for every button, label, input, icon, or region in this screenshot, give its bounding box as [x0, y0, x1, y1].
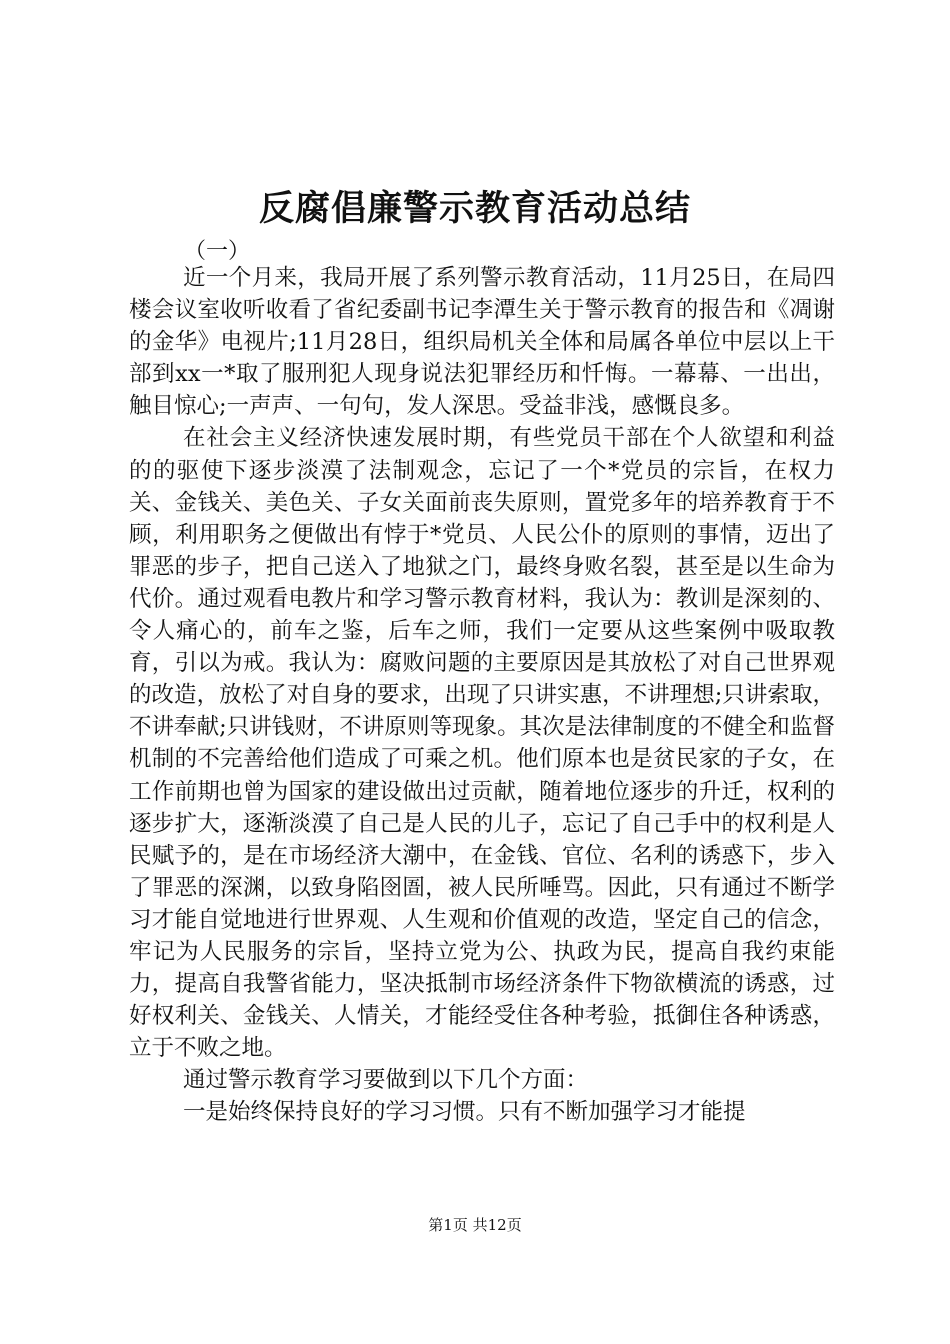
paragraph: 一是始终保持良好的学习习惯。只有不断加强学习才能提 [183, 1099, 746, 1126]
paragraph: 近一个月来，我局开展了系列警示教育活动，11月25日，在局四楼会议室收听收看了省纪委副书记李潭生关于警示教育的报告和《凋谢的金华》电视片;11月28日，组织局机关全体和局属各单位中层以上干部到xx一*取了服刑犯人现身说法犯罪经历和忏悔。一幕幕、一出出，触目惊心;一声声、一句句，发人深思。受益非浅，感慨良多。 [129, 265, 835, 420]
section-label: （一） [184, 239, 251, 264]
page-footer: 第1页 共12页 [428, 1216, 522, 1234]
document-title: 反腐倡廉警示教育活动总结 [258, 188, 691, 229]
document-body [129, 262, 835, 1129]
paragraph: 通过警示教育学习要做到以下几个方面： [183, 1067, 589, 1094]
paragraph: 在社会主义经济快速发展时期，有些党员干部在个人欲望和利益的的驱使下逐步淡漠了法制观念，忘记了一个*党员的宗旨，在权力关、金钱关、美色关、子女关面前丧失原则，置党多年的培养教育于不顾，利用职务之便做出有悖于*党员、人民公仆的原则的事情，迈出了罪恶的步子，把自己送入了地狱之门，最终身败名裂，甚至是以生命为代价。通过观看电教片和学习警示教育材料，我认为：教训是深刻的、令人痛心的，前车之鉴，后车之师，我们一定要从这些案例中吸取教育，引以为戒。我认为：腐败问题的主要原因是其放松了对自己世界观的改造，放松了对自身的要求，出现了只讲实惠，不讲理想;只讲索取，不讲奉献;只讲钱财，不讲原则等现象。其次是法律制度的不健全和监督机制的不完善给他们造成了可乘之机。他们原本也是贫民家的子女，在工作前期也曾为国家的建设做出过贡献，随着地位逐步的升迁，权利的逐步扩大，逐渐淡漠了自己是人民的儿子，忘记了自己手中的权利是人民赋予的，是在市场经济大潮中，在金钱、官位、名利的诱惑下，步入了罪恶的深渊，以致身陷囹圄，被人民所唾骂。因此，只有通过不断学习才能自觉地进行世界观、人生观和价值观的改造，坚定自己的信念，牢记为人民服务的宗旨，坚持立党为公、执政为民，提高自我约束能力，提高自我警省能力，坚决抵制市场经济条件下物欲横流的诱惑，过好权利关、金钱关、人情关，才能经受住各种考验，抵御住各种诱惑，立于不败之地。 [129, 425, 835, 1062]
